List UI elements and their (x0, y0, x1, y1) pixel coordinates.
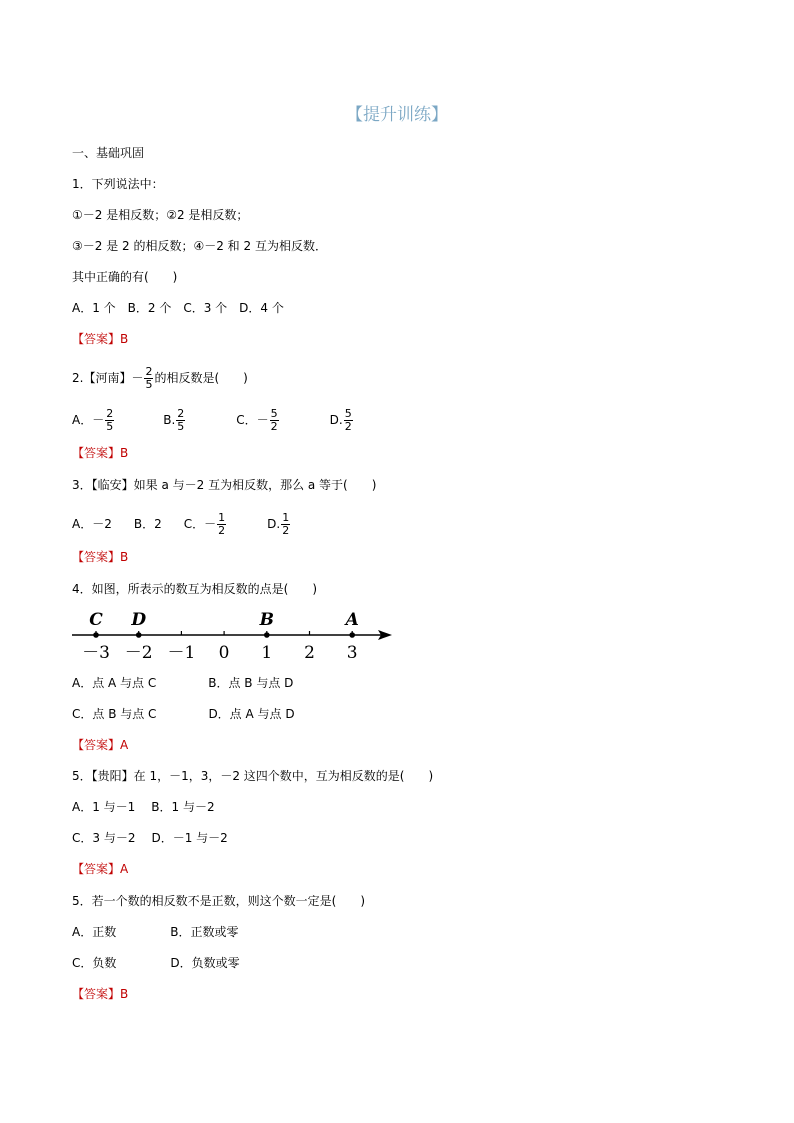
number-line-tick-label: －2 (124, 643, 153, 663)
q1-stem: 1．下列说法中： (72, 177, 164, 191)
q6-options-row1 (72, 924, 238, 940)
q5-options-row2 (72, 830, 228, 846)
number-line-figure (62, 604, 402, 666)
fraction-numerator: 2 (106, 407, 114, 420)
fraction-numerator: 1 (282, 511, 290, 524)
q6-option-b: B．正数或零 (170, 925, 239, 939)
q2-option-d (329, 407, 354, 433)
q6-answer (72, 986, 128, 1002)
option-label: C．－ (183, 517, 217, 531)
answer-value: B (120, 446, 129, 460)
q6-stem: 5．若一个数的相反数不是正数，则这个数一定是( ) (72, 894, 366, 908)
q5-option-d: D．－1 与－2 (151, 831, 228, 845)
option-fraction (281, 512, 290, 537)
fraction-numerator: 5 (270, 407, 278, 420)
fraction-denominator: 5 (106, 420, 114, 433)
fraction-numerator: 2 (177, 407, 185, 420)
option-label: A．－ (72, 413, 105, 427)
answer-label: 【答案】 (72, 738, 121, 752)
q5-option-c: C．3 与－2 (72, 831, 136, 845)
answer-label: 【答案】 (72, 987, 121, 1001)
option-fraction (344, 408, 353, 433)
q4-stem: 4．如图，所表示的数互为相反数的点是( ) (72, 582, 317, 596)
q6-option-c: C．负数 (72, 956, 117, 970)
number-line-tick-label: 2 (304, 643, 315, 663)
q2-option-b (163, 407, 186, 433)
fraction-denominator: 2 (218, 524, 226, 537)
option-label: C．－ (236, 413, 269, 427)
q2-option-c (236, 407, 279, 433)
q3-options (72, 512, 291, 537)
q4-option-d: D．点 A 与点 D (208, 707, 295, 721)
q2-suffix: 的相反数是( ) (154, 371, 248, 385)
answer-label: 【答案】 (72, 332, 121, 346)
q4-option-b: B．点 B 与点 D (208, 676, 294, 690)
option-label: D. (267, 517, 281, 531)
page-title: 【提升训练】 (346, 105, 448, 125)
q2-option-a (72, 407, 115, 433)
answer-label: 【答案】 (72, 446, 121, 460)
option-label: D. (329, 413, 343, 427)
option-fraction (176, 408, 185, 433)
q1-answer (72, 331, 128, 347)
q2-prefix: 2.【河南】－ (72, 371, 144, 385)
answer-value: B (120, 987, 129, 1001)
q3-answer (72, 549, 128, 565)
q4-options-row1 (72, 675, 293, 691)
number-line-tick-label: －3 (82, 643, 110, 663)
number-line-point (93, 632, 99, 638)
q2-fraction (144, 366, 153, 391)
option-label: B. (163, 413, 176, 427)
q4-answer (72, 737, 128, 753)
q2-stem (72, 366, 248, 391)
q5-option-b: B．1 与－2 (151, 800, 215, 814)
q4-options-row2 (72, 706, 295, 722)
number-line-point-label: A (345, 610, 359, 630)
q6-options-row2 (72, 955, 240, 971)
number-line-point-label: B (259, 610, 274, 630)
q6-option-d: D．负数或零 (170, 956, 240, 970)
number-line-tick-label: 3 (346, 643, 358, 663)
q1-line3: 其中正确的有( ) (72, 270, 178, 284)
q1-options: A．1 个 B．2 个 C．3 个 D．4 个 (72, 301, 284, 315)
q4-option-c: C．点 B 与点 C (72, 707, 157, 721)
fraction-denominator: 2 (270, 420, 278, 433)
q5-option-a: A．1 与－1 (72, 800, 136, 814)
fraction-numerator: 1 (218, 511, 226, 524)
number-line-point-label: C (89, 610, 103, 630)
q6-option-a: A．正数 (72, 925, 117, 939)
q3-option-a: A．－2 (72, 517, 112, 531)
answer-value: B (120, 332, 129, 346)
fraction-numerator: 2 (145, 365, 153, 378)
q2-options (72, 408, 354, 433)
q5-answer (72, 861, 128, 877)
q4-option-a: A．点 A 与点 C (72, 676, 157, 690)
answer-value: A (120, 738, 129, 752)
q1-line1: ①－2 是相反数；②2 是相反数； (72, 208, 249, 222)
number-line-tick-label: 0 (218, 643, 230, 663)
number-line-tick-label: 1 (261, 643, 273, 663)
q3-option-b: B．2 (133, 517, 162, 531)
q2-answer (72, 445, 128, 461)
answer-value: B (120, 550, 129, 564)
q3-stem: 3．【临安】如果 a 与－2 互为相反数，那么 a 等于( ) (72, 478, 377, 492)
answer-value: A (120, 862, 129, 876)
number-line-point (349, 632, 355, 638)
fraction-denominator: 5 (145, 378, 153, 391)
answer-label: 【答案】 (72, 862, 121, 876)
option-fraction (217, 512, 226, 537)
fraction-denominator: 5 (177, 420, 185, 433)
fraction-denominator: 2 (282, 524, 290, 537)
number-line-point (264, 632, 270, 638)
option-fraction (270, 408, 279, 433)
q5-options-row1 (72, 799, 215, 815)
fraction-numerator: 5 (344, 407, 352, 420)
number-line-point-label: D (131, 610, 147, 630)
number-line-point (136, 632, 142, 638)
section-heading: 一、基础巩固 (72, 146, 145, 160)
fraction-denominator: 2 (344, 420, 352, 433)
number-line-tick-label: －1 (167, 643, 196, 663)
q5-stem: 5．【贵阳】在 1，－1，3，－2 这四个数中，互为相反数的是( ) (72, 769, 434, 783)
option-fraction (105, 408, 114, 433)
q3-option-d (267, 511, 291, 537)
q3-option-c (183, 511, 227, 537)
answer-label: 【答案】 (72, 550, 121, 564)
q1-line2: ③－2 是 2 的相反数；④－2 和 2 互为相反数． (72, 239, 327, 253)
